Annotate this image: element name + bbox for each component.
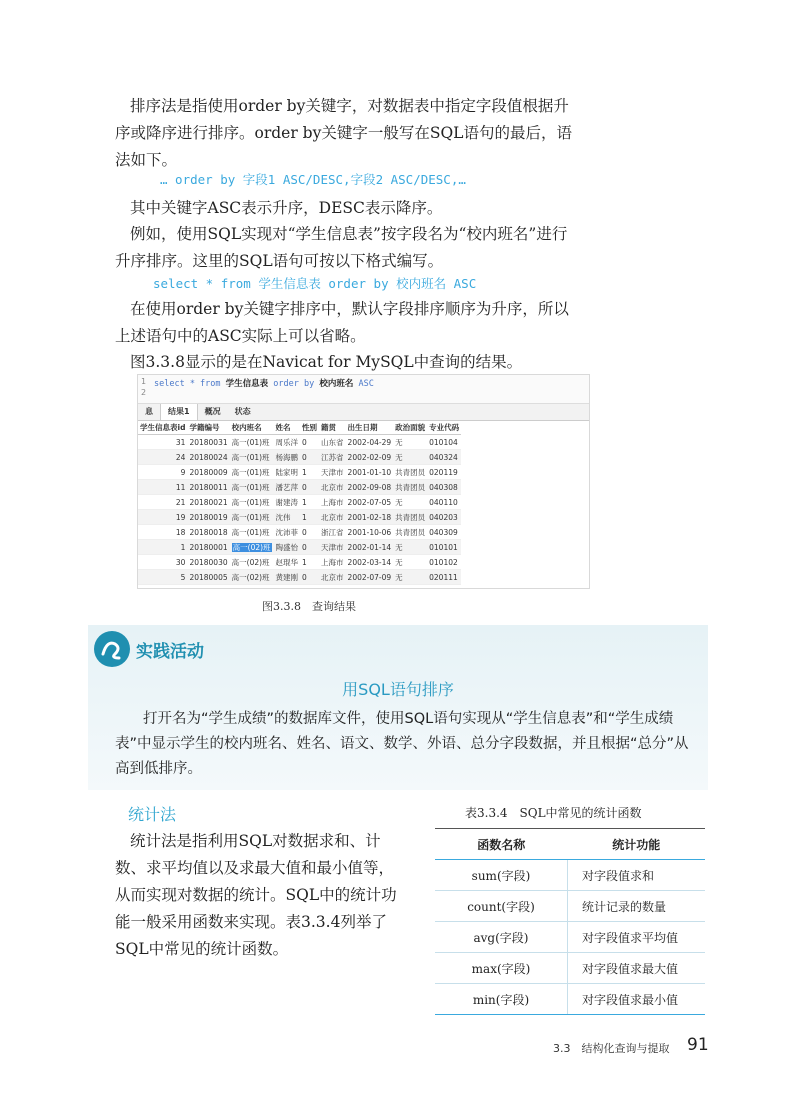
grid-cell[interactable]: 高一(01)班 [230,510,274,525]
grid-cell[interactable]: 陶盛怡 [274,540,301,555]
grid-row[interactable] [138,525,461,540]
grid-cell[interactable]: 010101 [427,540,461,555]
grid-cell[interactable]: 上海市 [319,555,346,570]
grid-cell[interactable]: 无 [393,435,427,450]
grid-cell[interactable]: 天津市 [319,540,346,555]
grid-cell[interactable]: 2001-02-18 [346,510,394,525]
grid-cell[interactable]: 0 [300,435,319,450]
grid-cell[interactable]: 1 [138,540,187,555]
grid-cell[interactable]: 040324 [427,450,461,465]
grid-row[interactable] [138,435,461,450]
grid-cell[interactable]: 2001-01-10 [346,465,394,480]
grid-cell[interactable]: 高一(02)班 [230,540,274,555]
table-caption: 表3.3.4 SQL中常见的统计函数 [465,806,642,820]
grid-cell[interactable]: 20180018 [187,525,229,540]
page-number: 91 [687,1035,709,1055]
activity-icon [93,630,131,668]
grid-row[interactable] [138,450,461,465]
grid-cell[interactable]: 2002-07-05 [346,495,394,510]
activity-box [88,625,708,790]
grid-cell[interactable]: 020111 [427,570,461,585]
function-description: 对字段值求最大值 [568,953,706,984]
figure-caption: 图3.3.8 查询结果 [262,600,356,613]
function-description: 对字段值求和 [568,860,706,891]
code-orderby-syntax: … order by 字段1 ASC/DESC,字段2 ASC/DESC,… [160,172,466,187]
grid-cell[interactable]: 高一(02)班 [230,555,274,570]
grid-cell[interactable]: 北京市 [319,570,346,585]
para-default-asc: 在使用order by关键字排序中，默认字段排序顺序为升序，所以上述语句中的ASC实际上可以省略。 [115,300,569,345]
grid-cell[interactable]: 20180001 [187,540,229,555]
grid-cell[interactable]: 0 [300,540,319,555]
grid-cell[interactable]: 北京市 [319,510,346,525]
grid-cell[interactable]: 共青团员 [393,480,427,495]
function-name: avg(字段) [435,922,568,953]
grid-cell[interactable]: 浙江省 [319,525,346,540]
grid-cell[interactable]: 2001-10-06 [346,525,394,540]
grid-cell[interactable]: 无 [393,495,427,510]
tab-overview[interactable]: 概况 [204,407,221,416]
grid-cell[interactable]: 陆家明 [274,465,301,480]
grid-cell[interactable]: 江苏省 [319,450,346,465]
line-number: 1 [141,377,147,386]
grid-cell[interactable]: 010102 [427,555,461,570]
grid-cell[interactable]: 无 [393,450,427,465]
table-row [435,922,705,953]
para-figure-ref: 图3.3.8显示的是在Navicat for MySQL中查询的结果。 [130,353,523,371]
grid-row[interactable] [138,540,461,555]
grid-cell[interactable]: 高一(02)班 [230,570,274,585]
function-name: count(字段) [435,891,568,922]
grid-cell[interactable]: 1 [300,510,319,525]
grid-cell[interactable]: 040203 [427,510,461,525]
activity-subtitle: 用SQL语句排序 [342,680,454,699]
grid-cell[interactable]: 20180024 [187,450,229,465]
grid-cell[interactable]: 高一(01)班 [230,525,274,540]
grid-cell[interactable]: 31 [138,435,187,450]
grid-cell[interactable]: 高一(01)班 [230,465,274,480]
grid-header[interactable]: 校内班名 [230,421,274,435]
grid-cell[interactable]: 沈伟 [274,510,301,525]
table-row [435,953,705,984]
grid-header[interactable]: 籍贯 [319,421,346,435]
activity-body: 打开名为“学生成绩”的数据库文件，使用SQL语句实现从“学生信息表”和“学生成绩表”中显示学生的校内班名、姓名、语文、数学、外语、总分字段数据，并且根据“总分”从高到低排序。 [115,711,689,777]
function-table [435,828,705,1015]
grid-cell[interactable]: 24 [138,450,187,465]
para-sorting-intro: 排序法是指使用order by关键字，对数据表中指定字段值根据升序或降序进行排序。order by关键字一般写在SQL语句的最后，语法如下。 [115,97,572,169]
grid-cell[interactable]: 赵琨华 [274,555,301,570]
function-description: 统计记录的数量 [568,891,706,922]
grid-header[interactable]: 专业代码 [427,421,461,435]
function-description: 对字段值求平均值 [568,922,706,953]
grid-cell[interactable]: 共青团员 [393,465,427,480]
grid-cell[interactable]: 2002-04-29 [346,435,394,450]
grid-cell[interactable]: 20180005 [187,570,229,585]
grid-cell[interactable]: 20180019 [187,510,229,525]
para-asc-desc: 其中关键字ASC表示升序，DESC表示降序。 [130,199,443,217]
grid-header[interactable]: 政治面貌 [393,421,427,435]
table-header: 函数名称 [435,829,568,860]
function-description: 对字段值求最小值 [568,984,706,1015]
grid-cell[interactable]: 谢建涛 [274,495,301,510]
table-row [435,860,705,891]
grid-cell[interactable]: 20180009 [187,465,229,480]
grid-cell[interactable]: 上海市 [319,495,346,510]
grid-cell[interactable]: 20180021 [187,495,229,510]
grid-cell[interactable]: 1 [300,465,319,480]
tab-result1[interactable]: 结果1 [160,404,198,420]
grid-cell[interactable]: 11 [138,480,187,495]
query-editor [138,375,589,404]
grid-cell[interactable]: 20180030 [187,555,229,570]
grid-cell[interactable]: 21 [138,495,187,510]
activity-title: 实践活动 [136,642,204,662]
grid-cell[interactable]: 潘艺萍 [274,480,301,495]
grid-cell[interactable]: 2002-07-09 [346,570,394,585]
footer-section: 3.3 结构化查询与提取 [553,1042,670,1055]
grid-header[interactable]: 学籍编号 [187,421,229,435]
tab-status[interactable]: 状态 [234,407,251,416]
navicat-screenshot [137,374,590,589]
table-header: 统计功能 [568,829,706,860]
grid-header[interactable]: 学生信息表id [138,421,187,435]
grid-cell[interactable]: 1 [300,495,319,510]
grid-cell[interactable]: 共青团员 [393,510,427,525]
grid-cell[interactable]: 5 [138,570,187,585]
grid-cell[interactable]: 30 [138,555,187,570]
grid-cell[interactable]: 0 [300,525,319,540]
grid-cell[interactable]: 无 [393,555,427,570]
grid-cell[interactable]: 010104 [427,435,461,450]
grid-header[interactable]: 性别 [300,421,319,435]
grid-row[interactable] [138,510,461,525]
grid-cell[interactable]: 2002-01-14 [346,540,394,555]
grid-row[interactable] [138,495,461,510]
grid-cell[interactable]: 9 [138,465,187,480]
grid-cell[interactable]: 周乐洋 [274,435,301,450]
grid-cell[interactable]: 无 [393,570,427,585]
grid-cell[interactable]: 0 [300,450,319,465]
section-title: 统计法 [128,805,177,824]
grid-cell[interactable]: 20180011 [187,480,229,495]
grid-cell[interactable]: 无 [393,540,427,555]
grid-row[interactable] [138,465,461,480]
grid-cell[interactable]: 高一(01)班 [230,450,274,465]
code-select-example: select * from 学生信息表 order by 校内班名 ASC [153,276,477,291]
function-name: min(字段) [435,984,568,1015]
grid-row[interactable] [138,555,461,570]
grid-cell[interactable]: 040110 [427,495,461,510]
grid-cell[interactable]: 2002-02-09 [346,450,394,465]
grid-header[interactable]: 姓名 [274,421,301,435]
grid-cell[interactable]: 2002-09-08 [346,480,394,495]
grid-cell[interactable]: 2002-03-14 [346,555,394,570]
grid-row[interactable] [138,480,461,495]
grid-cell[interactable]: 18 [138,525,187,540]
grid-cell[interactable]: 0 [300,570,319,585]
grid-header[interactable]: 出生日期 [346,421,394,435]
result-grid [138,421,461,585]
function-name: max(字段) [435,953,568,984]
grid-cell[interactable]: 高一(01)班 [230,480,274,495]
line-number: 2 [141,388,147,397]
table-row [435,984,705,1015]
grid-cell[interactable]: 高一(01)班 [230,435,274,450]
query-text: select * from 学生信息表 order by 校内班名 ASC [154,379,374,389]
grid-cell[interactable]: 040309 [427,525,461,540]
grid-cell[interactable]: 黄建刚 [274,570,301,585]
grid-cell[interactable]: 天津市 [319,465,346,480]
grid-cell[interactable]: 040308 [427,480,461,495]
grid-cell[interactable]: 高一(01)班 [230,495,274,510]
function-name: sum(字段) [435,860,568,891]
para-example: 例如，使用SQL实现对“学生信息表”按字段名为“校内班名”进行升序排序。这里的SQL语句可按以下格式编写。 [115,225,568,270]
grid-cell[interactable]: 20180031 [187,435,229,450]
grid-cell[interactable]: 山东省 [319,435,346,450]
grid-cell[interactable]: 共青团员 [393,525,427,540]
grid-cell[interactable]: 沈沛菲 [274,525,301,540]
grid-cell[interactable]: 0 [300,480,319,495]
grid-cell[interactable]: 1 [300,555,319,570]
grid-cell[interactable]: 19 [138,510,187,525]
grid-cell[interactable]: 北京市 [319,480,346,495]
grid-cell[interactable]: 杨海鹏 [274,450,301,465]
result-tabs [138,404,589,421]
table-row [435,891,705,922]
para-statistics: 统计法是指利用SQL对数据求和、计数、求平均值以及求最大值和最小值等，从而实现对数据的统计。SQL中的统计功能一般采用函数来实现。表3.3.4列举了SQL中常见的统计函数。 [115,832,397,958]
grid-row[interactable] [138,570,461,585]
tab-info[interactable]: 息 [145,407,153,416]
grid-cell[interactable]: 020119 [427,465,461,480]
